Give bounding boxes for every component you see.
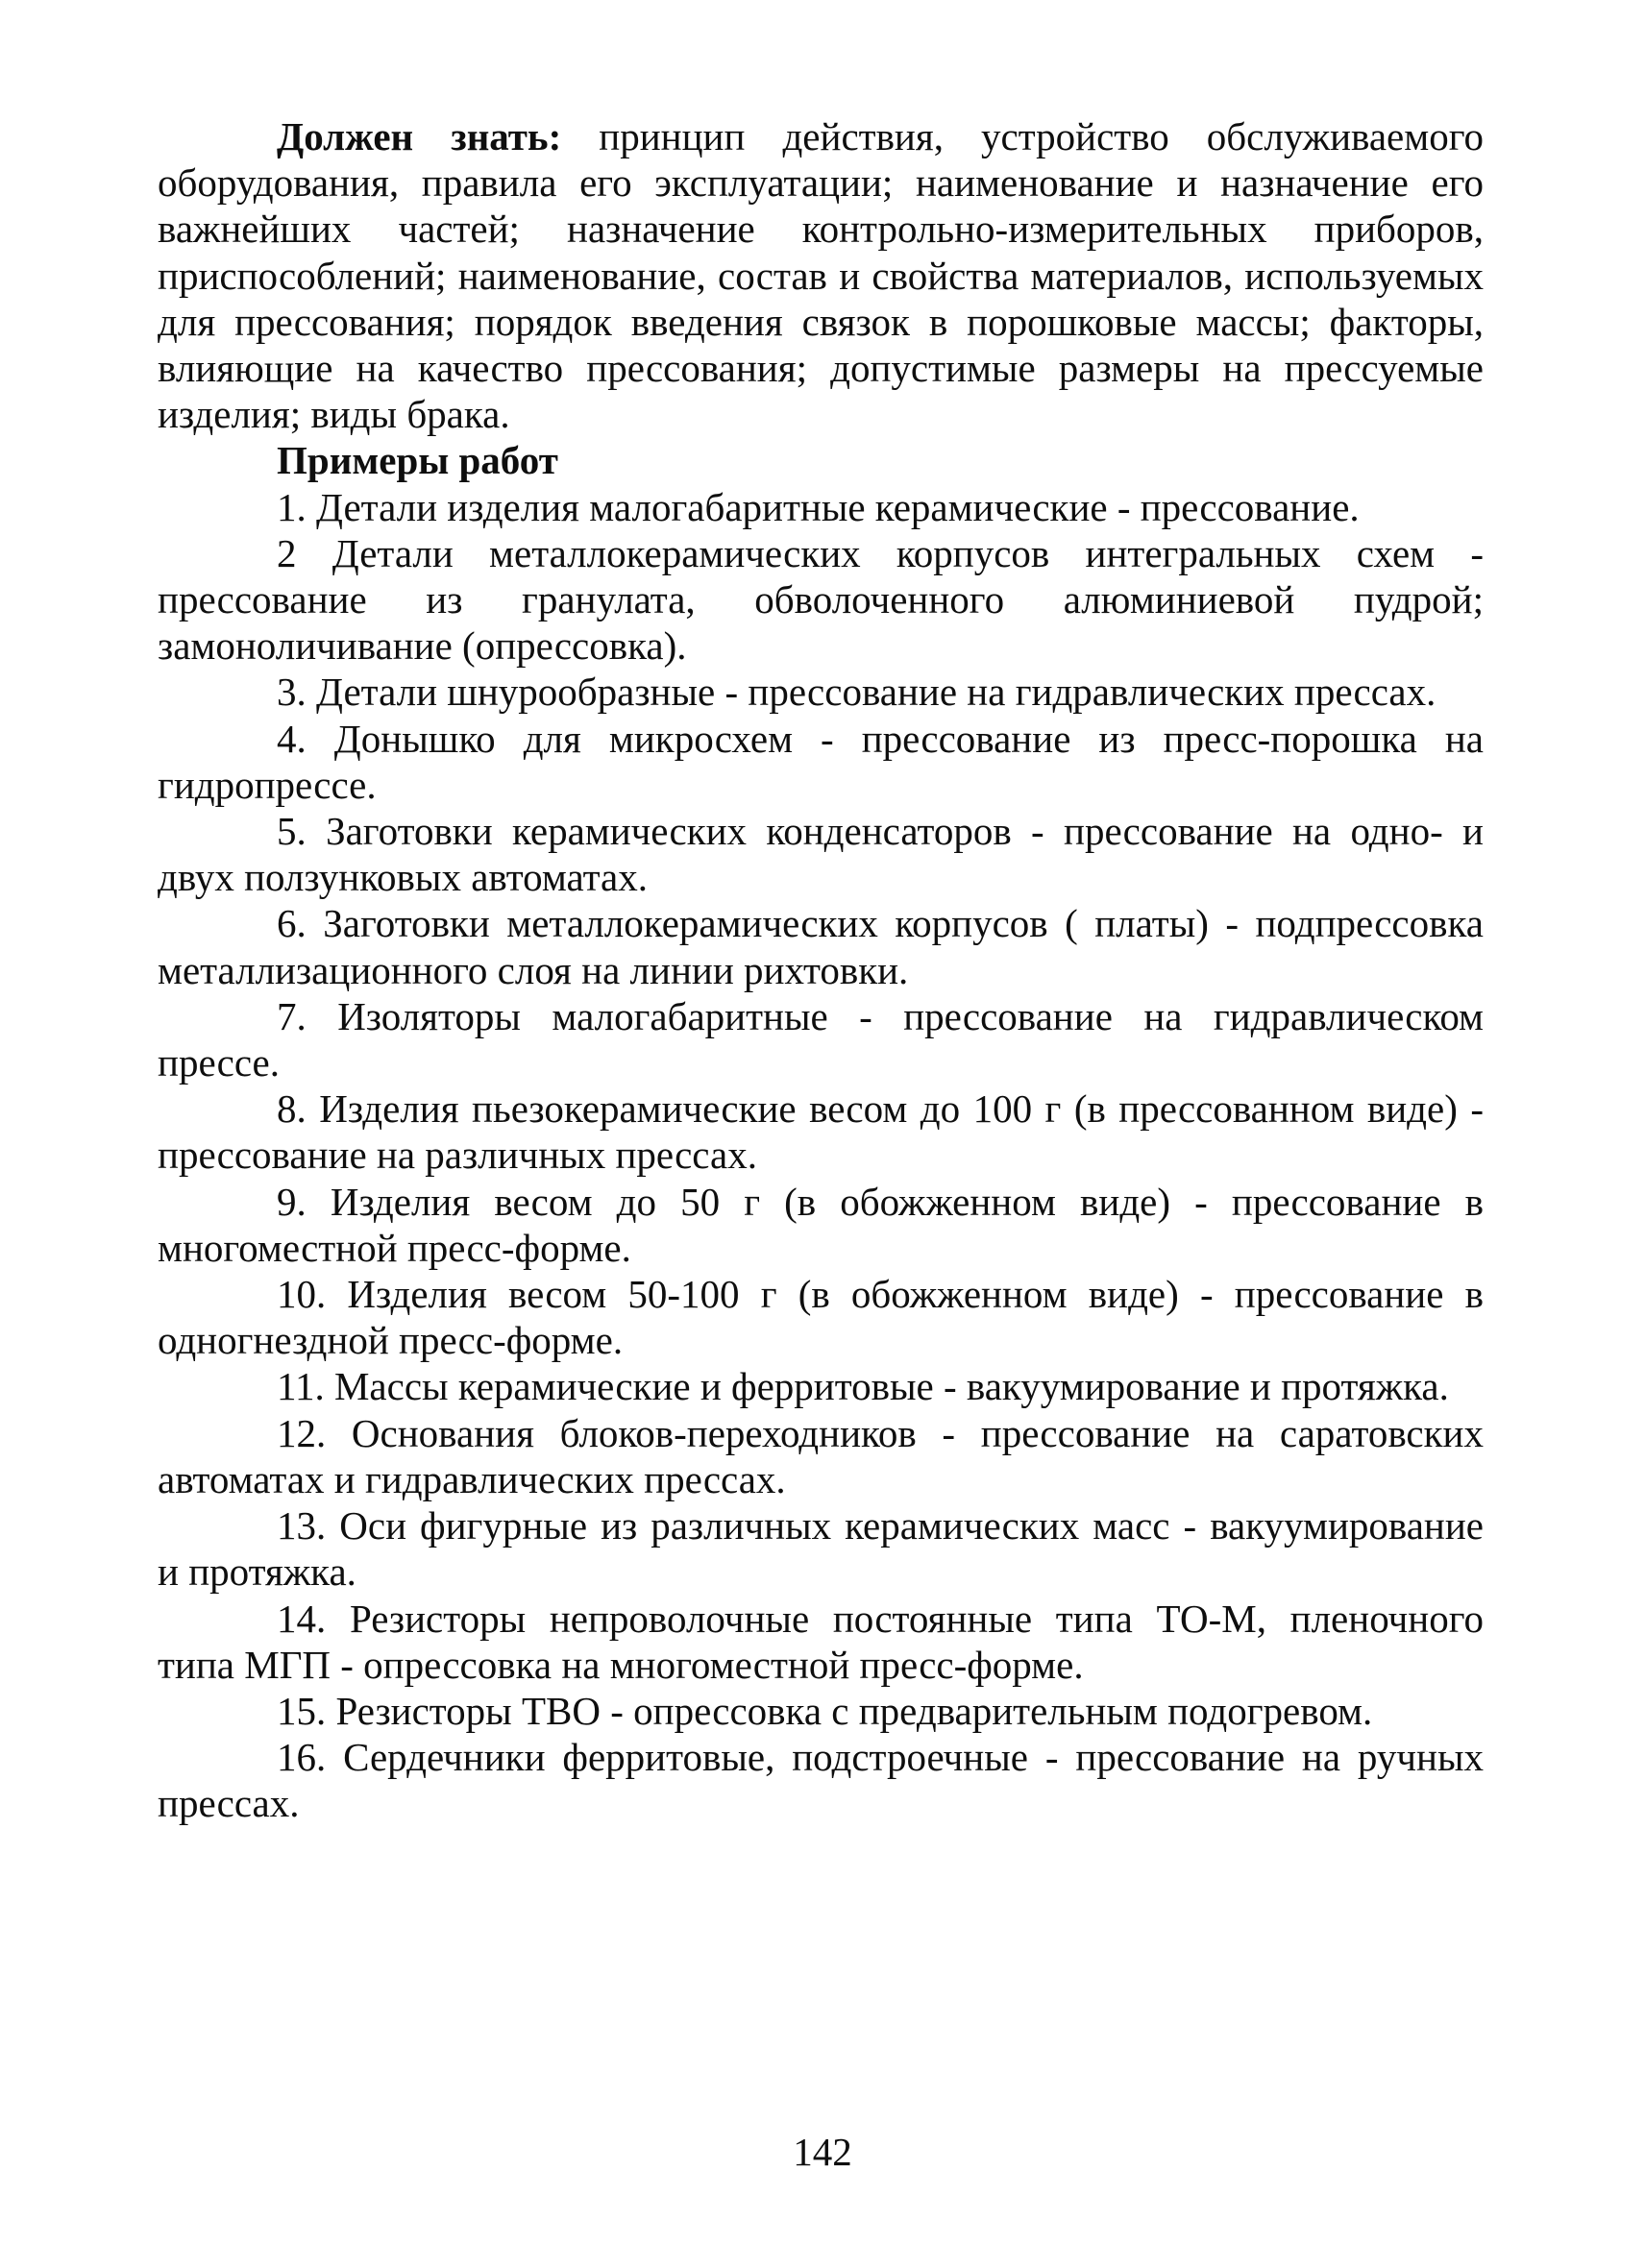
intro-text: принцип действия, устройство обслуживаемого оборудования, правила его эксплуатации; наименование и назначение его важнейших частей; назначение контрольно-измерительных приборов, приспособлений; наименование, состав и свойства материалов, используемых для прессования; порядок введения связок в порошковые массы; факторы, влияющие на качество прессования; допустимые размеры на прессуемые изделия; виды брака. xyxy=(158,114,1484,437)
example-item-4: 4. Донышко для микросхем - прессование из пресс-порошка на гидропрессе. xyxy=(158,716,1484,807)
example-item-15: 15. Резисторы ТВО - опрессовка с предварительным подогревом. xyxy=(277,1688,1373,1733)
example-item-6: 6. Заготовки металлокерамических корпусов ( платы) - подпрессовка металлизационного слоя на линии рихтовки. xyxy=(158,901,1484,992)
example-item-9: 9. Изделия весом до 50 г (в обожженном виде) - прессование в многоместной пресс-форме. xyxy=(158,1179,1484,1270)
example-item-2: 2 Детали металлокерамических корпусов интегральных схем - прессование из гранулата, обволоченного алюминиевой пудрой; замоноличивание (опрессовка). xyxy=(158,530,1484,669)
example-item-13: 13. Оси фигурные из различных керамических масс - вакуумирование и протяжка. xyxy=(158,1503,1484,1595)
example-item-11: 11. Массы керамические и ферритовые - вакуумирование и протяжка. xyxy=(277,1364,1449,1409)
page-number: 142 xyxy=(793,2130,852,2174)
example-item-16: 16. Сердечники ферритовые, подстроечные - прессование на ручных прессах. xyxy=(158,1735,1484,1826)
example-item-5: 5. Заготовки керамических конденсаторов - прессование на одно- и двух ползунковых автоматах. xyxy=(158,809,1484,900)
intro-paragraph xyxy=(158,113,1484,437)
example-item-3: 3. Детали шнурообразные - прессование на гидравлических прессах. xyxy=(277,670,1436,715)
page-content xyxy=(158,113,1484,1827)
example-item-1: 1. Детали изделия малогабаритные керамические - прессование. xyxy=(277,484,1360,529)
example-item-12: 12. Основания блоков-переходников - прессование на саратовских автоматах и гидравлических прессах. xyxy=(158,1410,1484,1501)
example-item-8: 8. Изделия пьезокерамические весом до 100 г (в прессованном виде) - прессование на различных прессах. xyxy=(158,1086,1484,1178)
examples-heading: Примеры работ xyxy=(277,438,558,483)
intro-bold-lead: Должен знать: xyxy=(277,114,562,159)
example-item-14: 14. Резисторы непроволочные постоянные типа ТО-М, пленочного типа МГП - опрессовка на многоместной пресс-форме. xyxy=(158,1596,1484,1687)
example-item-7: 7. Изоляторы малогабаритные - прессование на гидравлическом прессе. xyxy=(158,993,1484,1085)
example-item-10: 10. Изделия весом 50-100 г (в обожженном виде) - прессование в одногнездной пресс-форме. xyxy=(158,1272,1484,1363)
